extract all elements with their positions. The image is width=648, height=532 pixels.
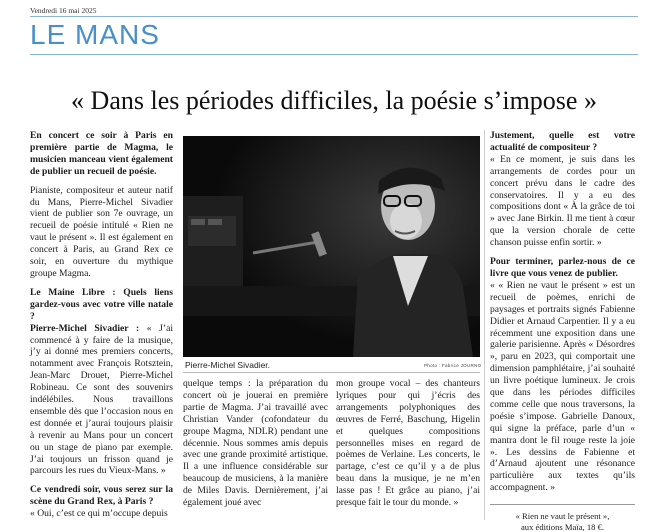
question-1: Le Maine Libre : Quels liens gardez-vous avec votre ville natale ? (30, 286, 173, 322)
issue-date: Vendredi 16 mai 2025 (30, 6, 97, 15)
top-rule (30, 16, 638, 17)
caption-rule (183, 372, 480, 373)
column-3 (490, 130, 635, 532)
book-publisher: aux éditions Maïa, 18 €. (520, 521, 605, 532)
headline: « Dans les périodes difficiles, la poésie s’impose » (71, 86, 597, 115)
answer-1-text: « J’ai commencé à y faire de la musique, j’y ai donné mes premiers concerts, notamment avec François Rotsztein, Jean-Marc Drouet, Pierre-Michel Robineau. Ce sont des souvenirs indélébiles. Nous travaillons ensemble dès que l’occasion nous en est donnée et j’aurai toujours plaisir à revenir au Mans pour un concert ou un stage de piano par exemple. J’ai toujours un frisson quand je parcours les rues du Vieux-Mans. » (30, 322, 174, 477)
speaker-name: Pierre-Michel Sivadier : (30, 322, 140, 334)
book-info-box (490, 504, 635, 532)
answer-4: « « Rien ne vaut le présent » est un recueil de poèmes, enrichi de paysages et portraits signés Fabienne Didier et Arnaud Carpentier. Il y a eu récemment une exposition dans une galerie parisienne. Après « Désordres », paru en 2023, qui comportait une dimension pamphlétaire, j’ai souhaité un livre poétique lumineux. Je crois que dans les périodes difficiles comme celle que nous traversons, la poésie s’impose. Gabrielle Danoux, qui signe la préface, parle d’un « mantra dont le fil rouge reste la joie ». Les dessins de Fabienne et d’Arnaud ajoutent une résonance particulière aux textes qu’ils accompagnent. » (490, 279, 635, 494)
question-4: Pour terminer, parlez-nous de ce livre que vous venez de publier. (490, 256, 635, 279)
answer-3: « En ce moment, je suis dans les arrangements de cordes pour un concert prévu dans le cadre des conservatoires. Il y a eu des compositions dont « À la grâce de toi » avec Jane Birkin. Il me tient à cœur que la version chorale de cette chanson puisse enfin sortir. » (490, 153, 635, 249)
photo-caption: Pierre-Michel Sivadier. (185, 360, 271, 370)
answer-2 (30, 484, 173, 520)
question-2: Ce vendredi soir, vous serez sur la scène du Grand Rex, à Paris ? (30, 484, 173, 508)
column-2a-text: quelque temps : la préparation du concert où je jouerai en première partie de Magma. J’ai travaillé avec Christian Vander (cofondateur du groupe Magma, NDLR) pendant une décennie. Nous sommes amis depuis avec une grande proximité artistique. Il a une influence considérable sur beaucoup de musiciens, à la manière de Miles Davis. Dernièrement, j’ai également joué avec (183, 378, 328, 509)
lede: En concert ce soir à Paris en première partie de Magma, le musicien manceau vient également de publier un recueil de poésie. (30, 130, 173, 177)
column-divider (484, 130, 485, 520)
section-title: LE MANS (30, 19, 160, 50)
photo-credit: Photo : Fabrice JOURNO (424, 363, 482, 368)
column-2b-text: mon groupe vocal – des chanteurs lyriques pour qui j’écris des arrangements polyphoniques des œuvres de Ferré, Baschung, Higelin et quelques compositions personnelles mises en regard de poèmes de Verlaine. Les concerts, le partage, c’est ce qu’il y a de plus beau dans la musique, je ne m’en lasse pas ! Et grâce au piano, j’ai presque fait le tour du monde. » (336, 378, 480, 509)
section-rule (30, 54, 638, 55)
question-3: Justement, quelle est votre actualité de compositeur ? (490, 130, 635, 153)
book-title: « Rien ne vaut le présent », (515, 511, 610, 522)
portrait-photo (183, 136, 480, 357)
intro-paragraph: Pianiste, compositeur et auteur natif du Mans, Pierre-Michel Sivadier vient de publier son 7e ouvrage, un recueil de poésie intitulé « Rien ne vaut le présent ». Il est également en concert à Paris, au Grand Rex ce soir, en ouverture du mythique groupe Magma. (30, 184, 173, 279)
answer-1 (30, 287, 173, 478)
pianist-illustration (183, 136, 480, 357)
column-1 (30, 130, 173, 520)
answer-2-start: « Oui, c’est ce qui m’occupe depuis (30, 508, 168, 520)
